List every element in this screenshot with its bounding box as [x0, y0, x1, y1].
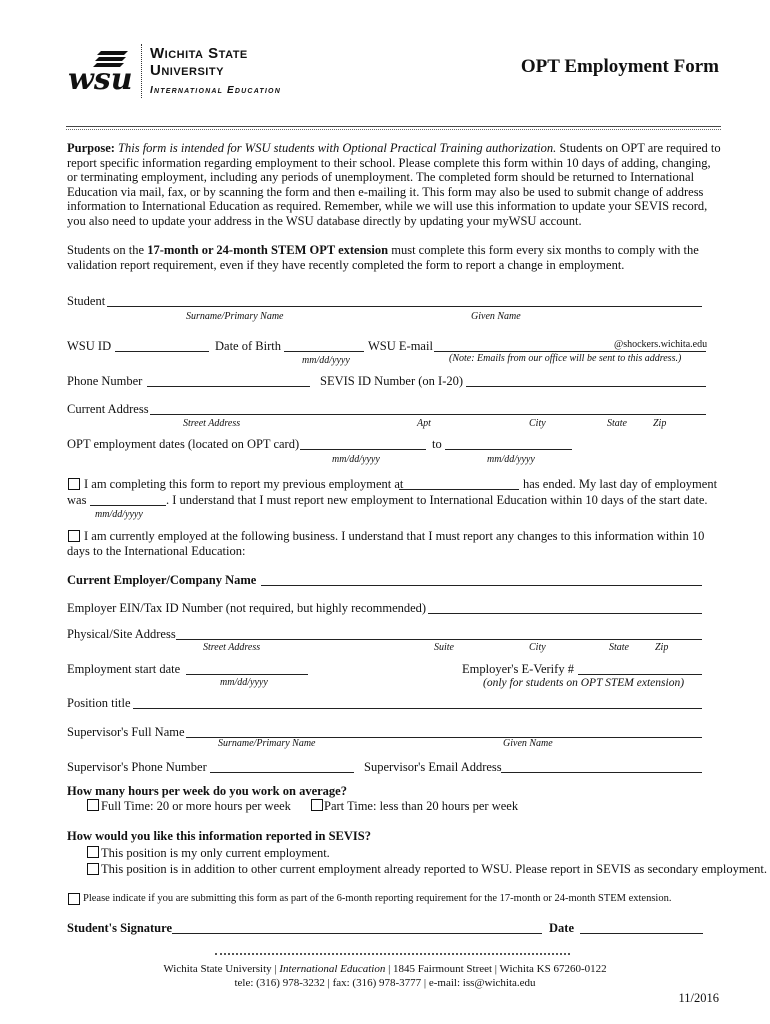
purpose-paragraph	[67, 141, 722, 229]
supervisor-given-caption: Given Name	[503, 738, 553, 749]
current-employment-text: I am currently employed at the following business. I understand that I must report any changes to this information within 10 days to the International Education:	[67, 529, 705, 558]
footer-street: | 1845 Fairmount Street | Wichita KS 67260-0122	[385, 963, 607, 975]
stem-prefix: Students on the	[67, 243, 148, 257]
svg-text:wsu: wsu	[68, 62, 133, 95]
everify-note: (only for students on OPT STEM extension)	[483, 677, 685, 689]
position-title-field[interactable]	[133, 708, 702, 709]
part-time-label: Part Time: less than 20 hours per week	[324, 799, 519, 813]
sevis-id-label: SEVIS ID Number (on I-20)	[320, 374, 464, 388]
student-name-field[interactable]	[107, 306, 702, 307]
supervisor-name-label: Supervisor's Full Name	[67, 725, 185, 739]
physical-city-caption: City	[529, 642, 546, 653]
last-day-field[interactable]	[90, 505, 166, 506]
wsu-email-label: WSU E-mail	[368, 339, 433, 353]
purpose-label: Purpose:	[67, 141, 115, 155]
footer-department: International Education	[279, 963, 386, 975]
university-name-line1: Wichita State	[150, 45, 248, 62]
full-time-label: Full Time: 20 or more hours per week	[101, 799, 291, 813]
full-time-checkbox[interactable]	[87, 799, 99, 811]
physical-address-field[interactable]	[176, 639, 702, 640]
current-employer-field[interactable]	[261, 585, 702, 586]
footer-contact: tele: (316) 978-3232 | fax: (316) 978-3777 | e-mail: iss@wichita.edu	[234, 977, 536, 989]
current-address-label: Current Address	[67, 402, 149, 416]
university-name-line2: University	[150, 62, 224, 79]
current-employer-label: Current Employer/Company Name	[67, 573, 257, 587]
previous-employment-text4: . I understand that I must report new employment to International Education within 10 days of the start date.	[166, 493, 708, 507]
only-employment-label: This position is my only current employment.	[101, 846, 330, 860]
previous-employment-text2: has ended. My last day of employment	[523, 477, 718, 491]
wsu-logo	[66, 45, 136, 99]
secondary-employment-checkbox[interactable]	[87, 863, 99, 875]
previous-employer-field[interactable]	[399, 489, 519, 490]
only-employment-checkbox[interactable]	[87, 846, 99, 858]
opt-end-field[interactable]	[445, 449, 572, 450]
physical-address-label: Physical/Site Address	[67, 627, 176, 641]
phone-label: Phone Number	[67, 374, 143, 388]
wsu-id-label: WSU ID	[67, 339, 112, 353]
start-date-format: mm/dd/yyyy	[220, 677, 268, 688]
previous-employment-checkbox[interactable]	[68, 478, 80, 490]
everify-field[interactable]	[578, 674, 702, 675]
everify-label: Employer's E-Verify #	[462, 662, 574, 676]
suite-caption: Suite	[434, 642, 454, 653]
footer-rule	[215, 953, 570, 955]
purpose-body: Students on OPT are required to report specific information regarding employment to their school. Please complete this form within 10 days of adding, changing, or terminating employment, including any periods of unemployment. The completed form should be returned to International Education via mail, fax, or by scanning the form and then e-mailing it. This form may also be used to submit change of address information to International Education as required. Remember, while we will use this information to update your SEVIS record, you also need to update your address in the WSU database directly by updating your myWSU account.	[67, 141, 721, 228]
header-rule	[66, 126, 721, 127]
start-date-label: Employment start date	[67, 662, 181, 676]
opt-end-format: mm/dd/yyyy	[487, 454, 535, 465]
dob-field[interactable]	[284, 351, 364, 352]
signature-label: Student's Signature	[67, 921, 173, 935]
secondary-employment-label: This position is in addition to other current employment already reported to WSU. Please report in SEVIS as secondary employment.	[101, 862, 767, 876]
supervisor-email-label: Supervisor's Email Address	[364, 760, 502, 774]
opt-start-field[interactable]	[300, 449, 426, 450]
dob-label: Date of Birth	[215, 339, 281, 353]
stem-bold: 17-month or 24-month STEM OPT extension	[147, 243, 389, 257]
phone-field[interactable]	[147, 386, 310, 387]
supervisor-phone-field[interactable]	[210, 772, 354, 773]
previous-employment-text3: was	[67, 493, 87, 507]
city-caption: City	[529, 418, 546, 429]
hours-question: How many hours per week do you work on average?	[67, 784, 347, 798]
logo-divider	[141, 44, 142, 98]
purpose-intro: This form is intended for WSU students with Optional Practical Training authorization.	[118, 141, 557, 155]
street-caption: Street Address	[183, 418, 241, 429]
revision-date: 11/2016	[678, 991, 719, 1005]
supervisor-phone-label: Supervisor's Phone Number	[67, 760, 207, 774]
position-title-label: Position title	[67, 696, 131, 710]
footer-university: Wichita State University |	[163, 963, 280, 975]
signature-field[interactable]	[172, 933, 542, 934]
header-rule-dotted	[66, 129, 721, 130]
supervisor-email-field[interactable]	[501, 772, 702, 773]
student-label: Student	[67, 294, 106, 308]
email-domain: @shockers.wichita.edu	[614, 339, 708, 350]
wsu-email-field[interactable]	[434, 351, 706, 352]
apt-caption: Apt	[417, 418, 431, 429]
stem-suffix: must complete this form every six months to comply with the validation report requirement, even if they have recently completed the form to report a change in employment.	[67, 243, 699, 272]
wsu-id-field[interactable]	[115, 351, 209, 352]
previous-employment-text1: I am completing this form to report my previous employment at	[84, 477, 404, 491]
dob-format-caption: mm/dd/yyyy	[302, 355, 350, 366]
ein-field[interactable]	[428, 613, 702, 614]
part-time-checkbox[interactable]	[311, 799, 323, 811]
physical-state-caption: State	[609, 642, 629, 653]
opt-dates-label: OPT employment dates (located on OPT card)	[67, 437, 300, 451]
surname-caption: Surname/Primary Name	[186, 311, 284, 322]
page-title: OPT Employment Form	[520, 56, 719, 77]
signature-date-field[interactable]	[580, 933, 703, 934]
physical-street-caption: Street Address	[203, 642, 261, 653]
stem-report-checkbox[interactable]	[68, 893, 80, 905]
current-address-field[interactable]	[150, 414, 706, 415]
stem-paragraph	[67, 243, 722, 272]
supervisor-surname-caption: Surname/Primary Name	[218, 738, 316, 749]
physical-zip-caption: Zip	[655, 642, 669, 653]
start-date-field[interactable]	[186, 674, 308, 675]
department-name: International Education	[150, 85, 281, 96]
sevis-id-field[interactable]	[466, 386, 706, 387]
email-note: (Note: Emails from our office will be sent to this address.)	[449, 353, 682, 364]
ein-label: Employer EIN/Tax ID Number (not required, but highly recommended)	[67, 601, 427, 615]
opt-to-label: to	[432, 437, 442, 451]
signature-date-label: Date	[549, 921, 574, 935]
sevis-report-question: How would you like this information reported in SEVIS?	[67, 829, 371, 843]
state-caption: State	[607, 418, 627, 429]
given-name-caption: Given Name	[471, 311, 521, 322]
zip-caption: Zip	[653, 418, 667, 429]
footer-address	[0, 963, 770, 975]
stem-report-label: Please indicate if you are submitting this form as part of the 6-month reporting requirement for the 17-month or 24-month STEM extension.	[83, 893, 672, 904]
last-day-format: mm/dd/yyyy	[95, 509, 143, 520]
opt-start-format: mm/dd/yyyy	[332, 454, 380, 465]
